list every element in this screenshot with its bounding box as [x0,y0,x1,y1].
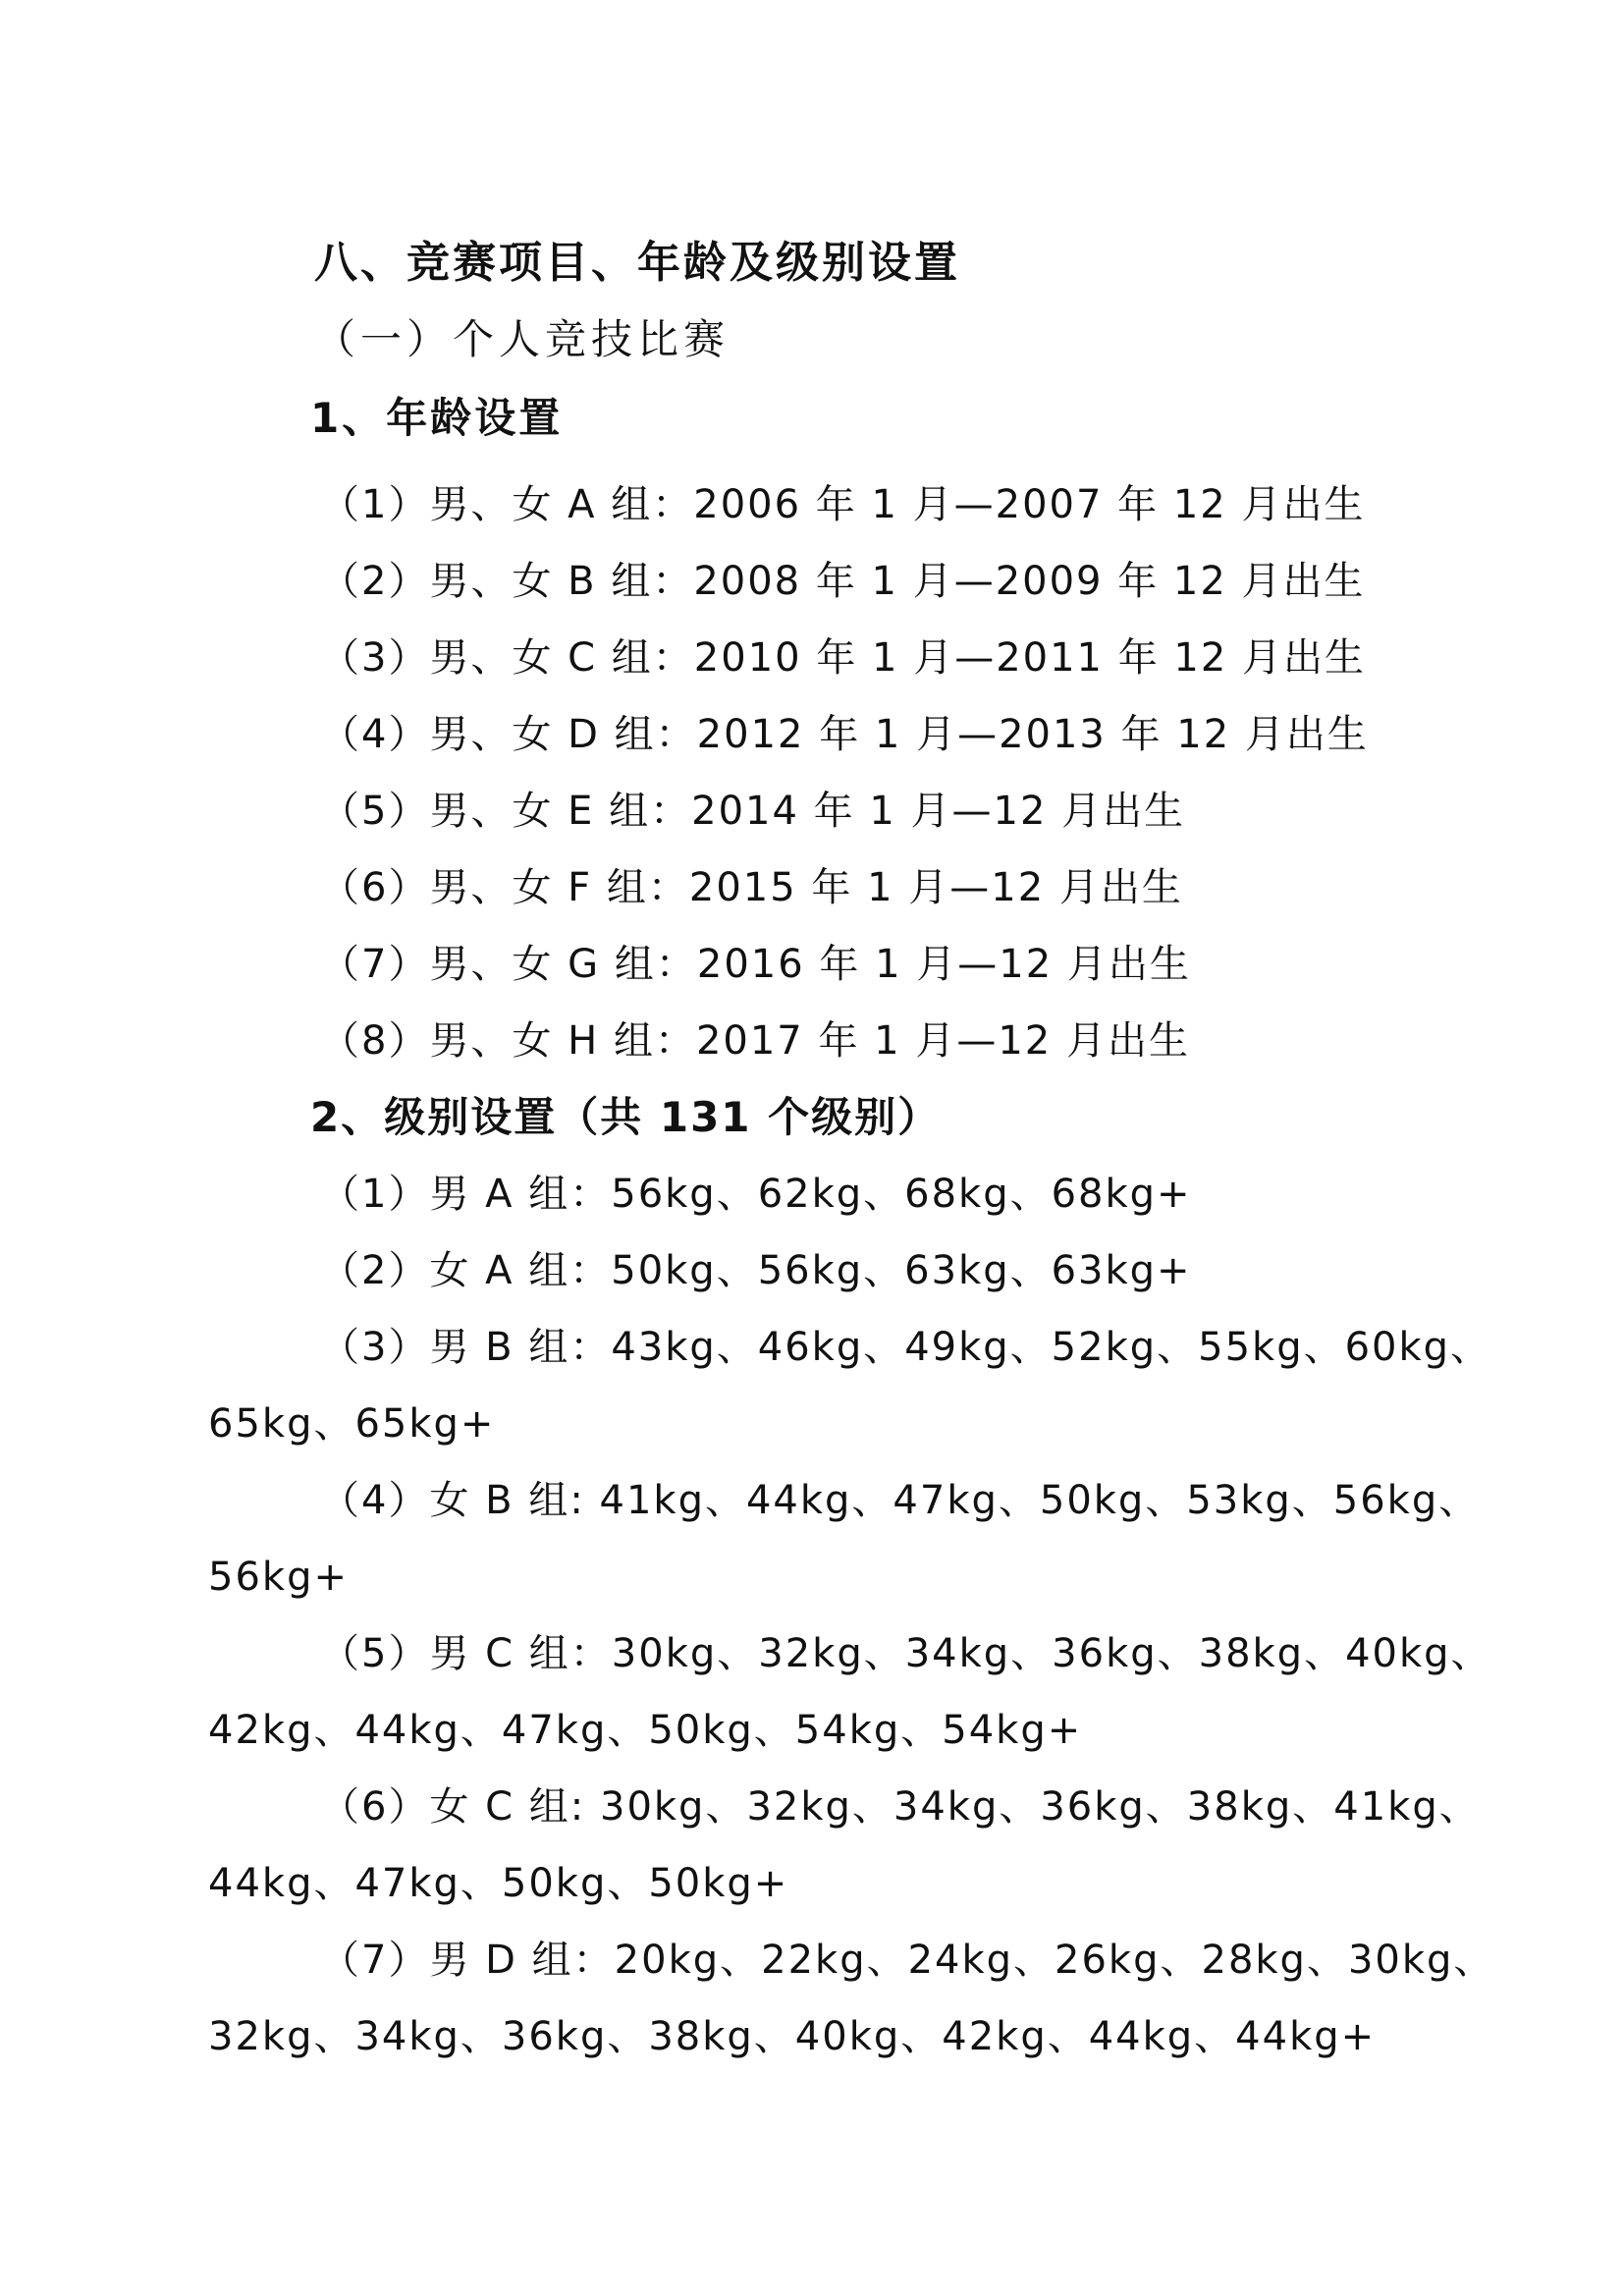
weight-class-item: （7）男 D 组：20kg、22kg、24kg、26kg、28kg、30kg、 [320,1938,1495,1983]
age-group-item: （4）男、女 D 组：2012 年 1 月—2013 年 12 月出生 [320,712,1369,757]
weight-class-continuation: 56kg+ [208,1555,349,1600]
weight-class-item: （4）女 B 组: 41kg、44kg、47kg、50kg、53kg、56kg、 [320,1478,1481,1523]
section-title: 八、竞赛项目、年龄及级别设置 [314,238,960,288]
weight-class-item: （3）男 B 组：43kg、46kg、49kg、52kg、55kg、60kg、 [320,1325,1492,1370]
age-group-item: （7）男、女 G 组：2016 年 1 月—12 月出生 [320,942,1191,987]
weight-class-item: （1）男 A 组：56kg、62kg、68kg、68kg+ [320,1172,1192,1217]
weight-class-item: （2）女 A 组：50kg、56kg、63kg、63kg+ [320,1248,1192,1293]
weight-heading: 2、级别设置（共 131 个级别） [310,1093,942,1141]
weight-class-continuation: 44kg、47kg、50kg、50kg+ [208,1861,789,1906]
weight-class-item: （5）男 C 组：30kg、32kg、34kg、36kg、38kg、40kg、 [320,1631,1492,1676]
weight-class-continuation: 42kg、44kg、47kg、50kg、54kg、54kg+ [208,1708,1083,1753]
weight-class-item: （6）女 C 组: 30kg、32kg、34kg、36kg、38kg、41kg、 [320,1784,1481,1830]
age-heading: 1、年龄设置 [310,394,564,442]
subsection-title: （一）个人竞技比赛 [314,315,730,363]
weight-class-continuation: 65kg、65kg+ [208,1401,496,1447]
age-group-item: （8）男、女 H 组：2017 年 1 月—12 月出生 [320,1018,1190,1064]
age-group-item: （1）男、女 A 组：2006 年 1 月—2007 年 12 月出生 [320,482,1366,527]
age-group-item: （5）男、女 E 组：2014 年 1 月—12 月出生 [320,789,1186,834]
age-group-item: （6）男、女 F 组：2015 年 1 月—12 月出生 [320,865,1183,910]
weight-class-continuation: 32kg、34kg、36kg、38kg、40kg、42kg、44kg、44kg+ [208,2014,1377,2059]
age-group-item: （2）男、女 B 组：2008 年 1 月—2009 年 12 月出生 [320,559,1366,604]
age-group-item: （3）男、女 C 组：2010 年 1 月—2011 年 12 月出生 [320,635,1367,681]
